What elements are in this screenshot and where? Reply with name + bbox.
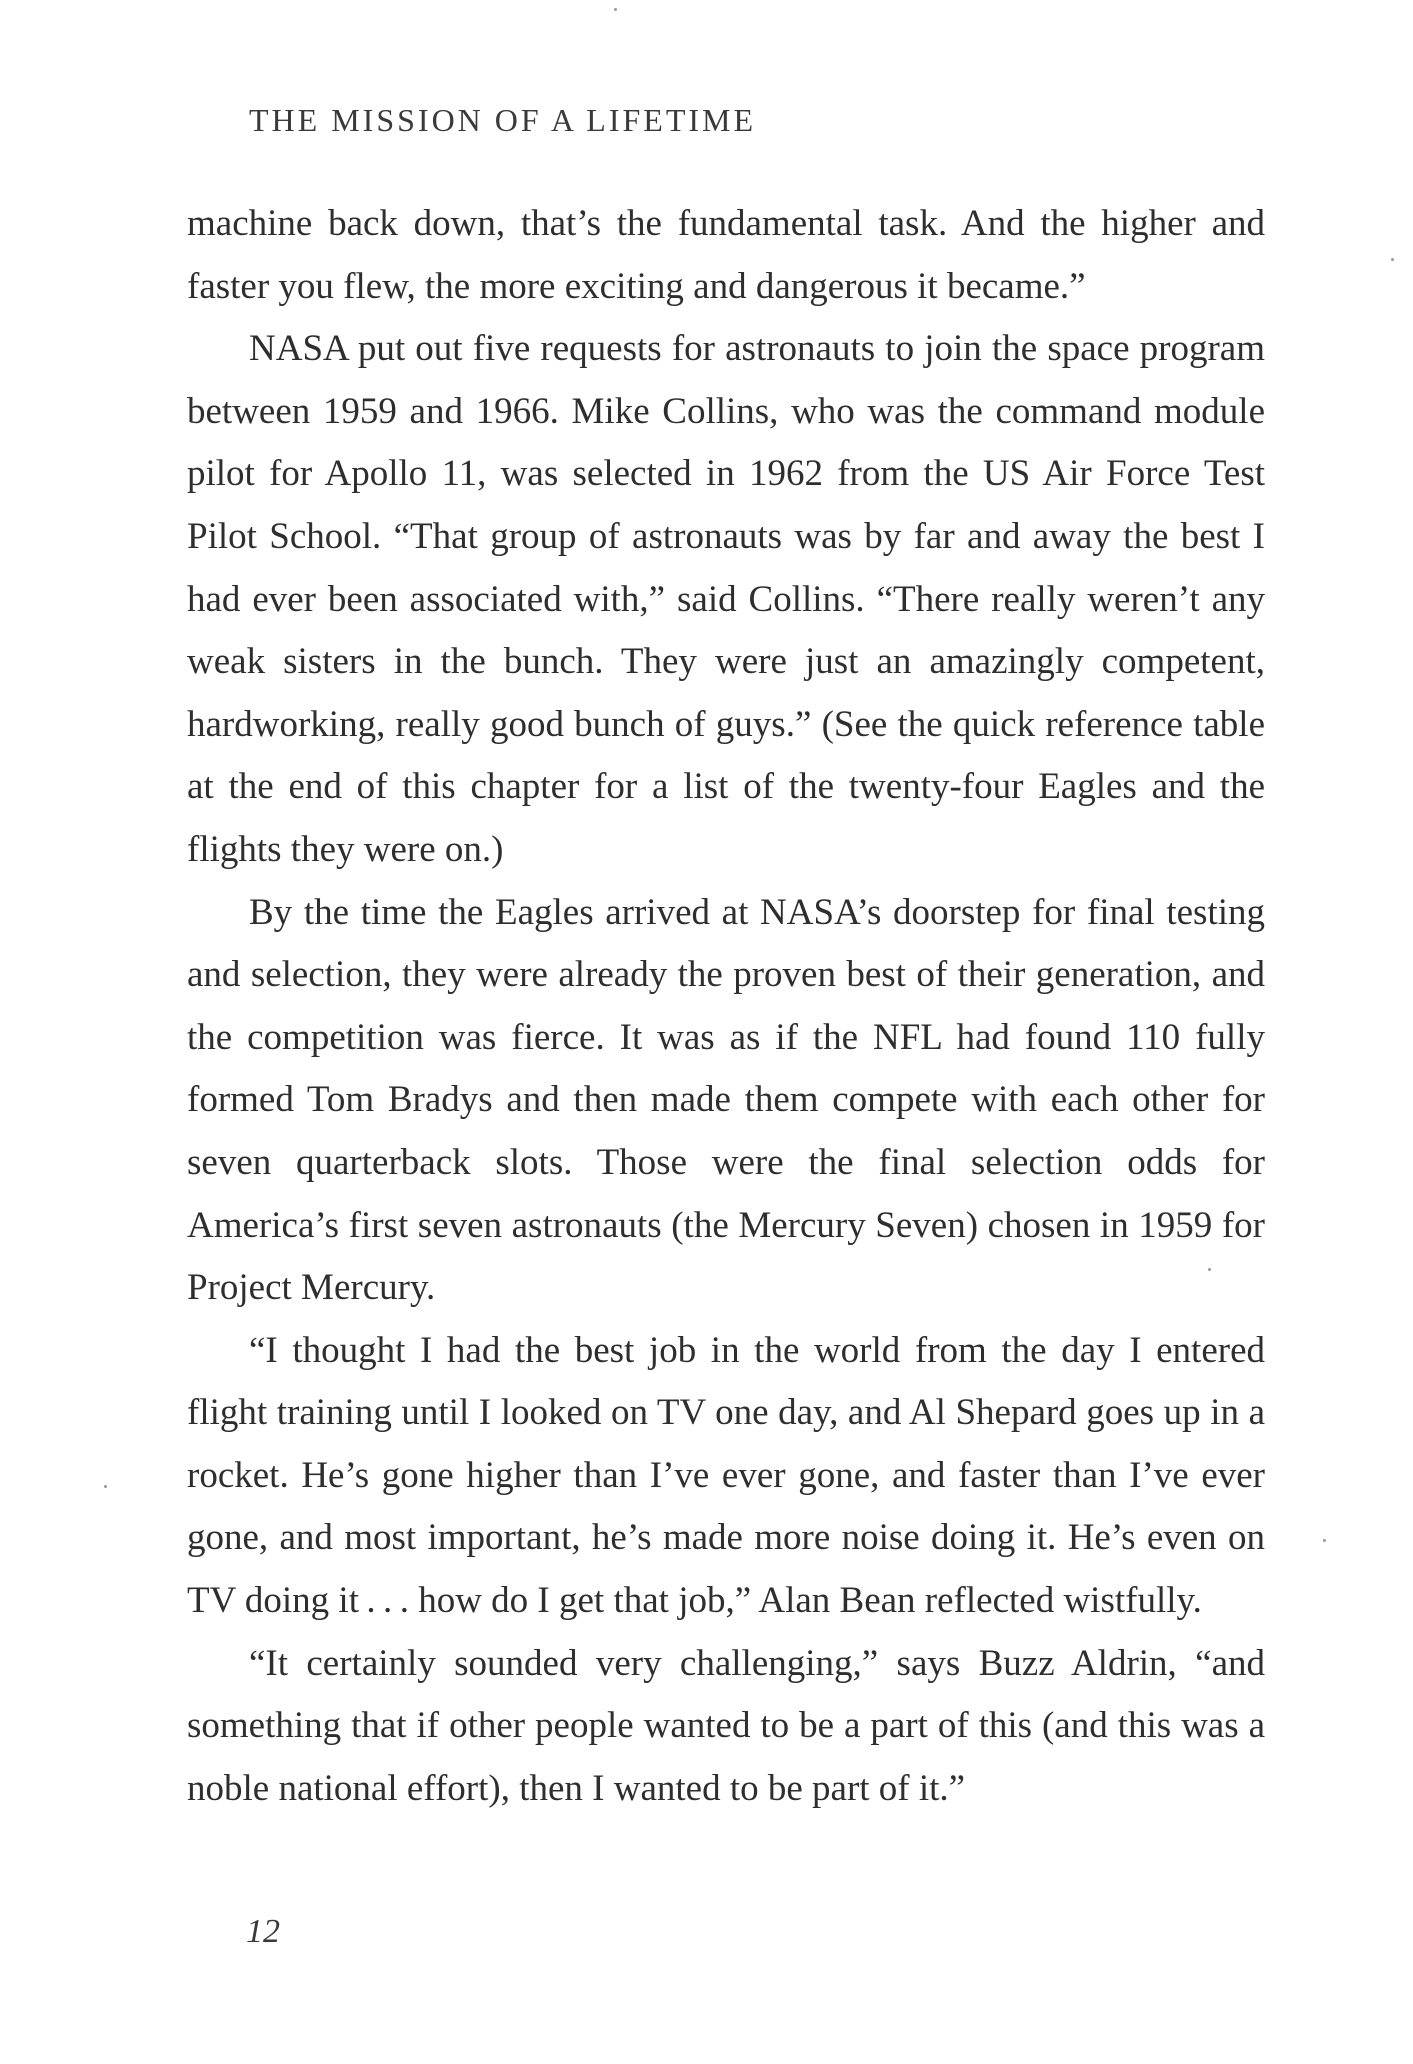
running-head: THE MISSION OF A LIFETIME [249, 102, 757, 138]
paragraph-alan-bean-quote: “I thought I had the best job in the world from the day I entered flight training until I looked on TV one day, and Al Shepard goes up in a rocket. He’s gone higher than I’ve ever gone, and faster than I’ve ever gone, and most important, he’s made more noise doing it. He’s even on TV doing it . . . how do I get that job,” Alan Bean reflected wistfully. [187, 1329, 1265, 1622]
scan-speck [104, 1485, 107, 1488]
body-text [187, 193, 1265, 1820]
scan-speck [1323, 1539, 1326, 1542]
paragraph-buzz-aldrin-quote: “It certainly sounded very challenging,” says Buzz Aldrin, “and something that if other people wanted to be a part of this (and this was a noble national effort), then I wanted to be part of it.” [187, 1642, 1265, 1809]
paragraph-nasa-requests: NASA put out five requests for astronauts to join the space program between 1959 and 1966. Mike Collins, who was the command module pilot for Apollo 11, was selected in 1962 from the US Air Force Test Pilot School. “That group of astronauts was by far and away the best I had ever been associated with,” said Collins. “There really weren’t any weak sisters in the bunch. They were just an amazingly competent, hardworking, really good bunch of guys.” (See the quick reference table at the end of this chapter for a list of the twenty-four Eagles and the flights they were on.) [187, 328, 1265, 870]
paragraph-continuation: machine back down, that’s the fundamental task. And the higher and faster you flew, the more exciting and dangerous it became.” [187, 203, 1265, 307]
paragraph-eagles-selection: By the time the Eagles arrived at NASA’s doorstep for final testing and selection, they were already the proven best of their generation, and the competition was fierce. It was as if the NFL had found 110 fully formed Tom Bradys and then made them compete with each other for seven quarterback slots. Those were the final selection odds for America’s first seven astronauts (the Mercury Seven) chosen in 1959 for Project Mercury. [187, 891, 1265, 1309]
page-number: 12 [246, 1913, 280, 1950]
scan-speck [1208, 1268, 1211, 1271]
scan-speck [614, 8, 617, 11]
scan-speck [1391, 258, 1394, 261]
